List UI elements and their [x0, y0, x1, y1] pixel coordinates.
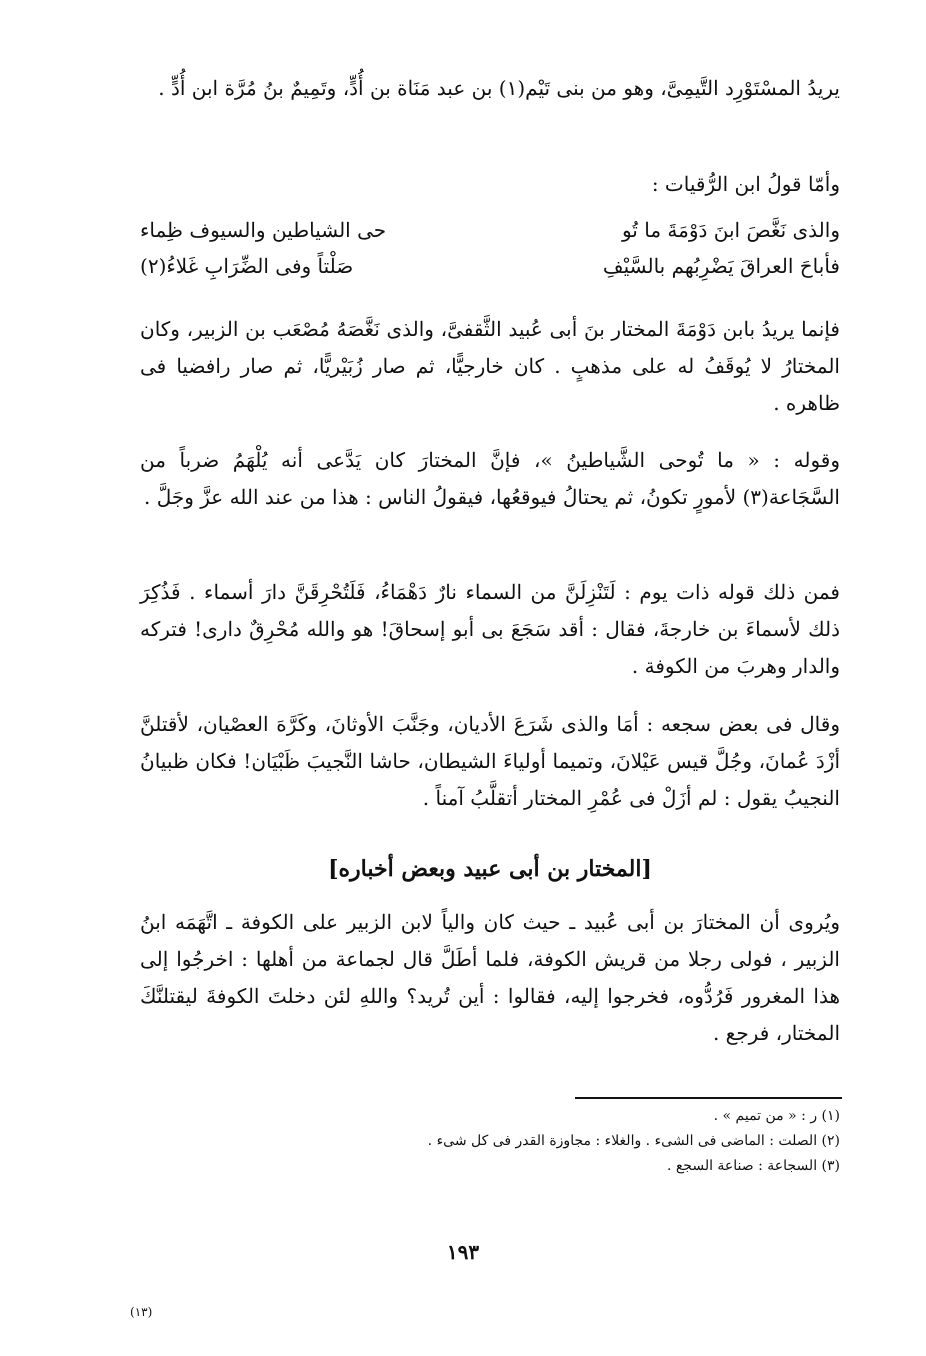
footnote-1: (١) ر : « من تميم » .	[713, 1108, 840, 1124]
paragraph-text: فمن ذلك قوله ذات يوم : لَتَنْزِلَنَّ من السماء نارٌ دَهْمَاءُ، فَلَتُحْرِقَنَّ دارَ أسماء . فَذُكِرَ ذلك لأسماءَ بن خارجةَ، فقال : أقد سَجَعَ بى أبو إسحاقَ! هو والله مُحْرِقٌ دارى! فتركه والدار وهربَ من الكوفة .	[140, 580, 840, 678]
paragraph-2	[140, 166, 840, 203]
verse-hemistich-left: حى الشياطين والسيوف ظِماء	[140, 218, 387, 242]
verse-hemistich-right: فأباحَ العراقَ يَضْرِبُهم بالسَّيْفِ	[602, 254, 840, 278]
footnote-2: (٢) الصلت : الماضى فى الشىء . والغلاء : مجاوزة القدر فى كل شىء .	[427, 1133, 840, 1149]
verse-line-2	[140, 248, 840, 284]
paragraph-text: وقال فى بعض سجعه : أمَا والذى شَرَعَ الأديان، وجَنَّبَ الأوثانَ، وكَرَّهَ العصْيان، لأقتلنَّ أزْدَ عُمانَ، وجُلَّ قيس عَيْلانَ، وتميما أولياءَ الشيطان، حاشا النَّجيبَ ظَبْيَان! فكان ظبيانُ النجيبُ يقول : لم أزَلْ فى عُمْرِ المختار أتقلَّبُ آمناً .	[140, 712, 840, 810]
paragraph-6	[140, 706, 840, 817]
page-number: ١٩٣	[446, 1240, 480, 1264]
paragraph-text: فإنما يريدُ بابن دَوْمَةَ المختار بنَ أبى عُبيد الثَّقفىَّ، والذى نَغَّصَهُ مُصْعَب بن الزبير، وكان المختارُ لا يُوقَفُ له على مذهبٍ . كان خارجيًّا، ثم صار زُبَيْريًّا، ثم صار رافضيا فى ظاهره .	[140, 317, 840, 415]
signature-mark: (١٣)	[130, 1305, 153, 1319]
footnote-3: (٣) السجاعة : صناعة السجع .	[666, 1158, 840, 1174]
paragraph-1	[140, 70, 840, 107]
footnote-divider	[575, 1097, 842, 1099]
paragraph-text: وأمّا قولُ ابن الرُّقيات :	[651, 172, 840, 196]
paragraph-text: وقوله : « ما تُوحى الشَّياطينُ »، فإنَّ المختارَ كان يَدَّعى أنه يُلْهَمُ ضرباً من السَّجَاعة(٣) لأمورٍ تكونُ، ثم يحتالُ فيوقعُها، فيقولُ الناس : هذا من عند الله عزَّ وجَلَّ .	[140, 448, 840, 509]
section-heading: [المختار بن أبى عبيد وبعض أخباره]	[328, 856, 652, 882]
paragraph-3	[140, 311, 840, 422]
verse-hemistich-right: والذى نَغَّصَ ابنَ دَوْمَةَ ما تُو	[621, 218, 840, 242]
paragraph-7	[140, 904, 840, 1052]
paragraph-4	[140, 442, 840, 516]
paragraph-5	[140, 574, 840, 685]
verse-line-1	[140, 212, 840, 248]
poem-verse	[140, 212, 840, 284]
footnotes	[140, 1104, 840, 1179]
verse-hemistich-left: صَلْتاً وفى الضِّرَابِ غَلاءُ(٢)	[140, 254, 354, 278]
paragraph-text: يريدُ المسْتَوْرِد التَّيمِىَّ، وهو من بنى تَيْم(١) بن عبد مَنَاة بن أُدٍّ، وتَمِيمٌ بنُ مُرَّة ابن أُدٍّ .	[158, 76, 840, 100]
paragraph-text: ويُروى أن المختارَ بن أبى عُبيد ـ حيث كان والياً لابن الزبير على الكوفة ـ اتَّهَمَه ابنُ الزبير ، فولى رجلا من قريش الكوفة، فلما أطَلَّ قال لجماعة من أهلها : اخرجُوا إلى هذا المغرور فَرُدُّوه، فخرجوا إليه، فقالوا : أين تُريد؟ واللهِ لئن دخلتَ الكوفةَ ليقتلنَّكَ المختار، فرجع .	[140, 910, 840, 1045]
